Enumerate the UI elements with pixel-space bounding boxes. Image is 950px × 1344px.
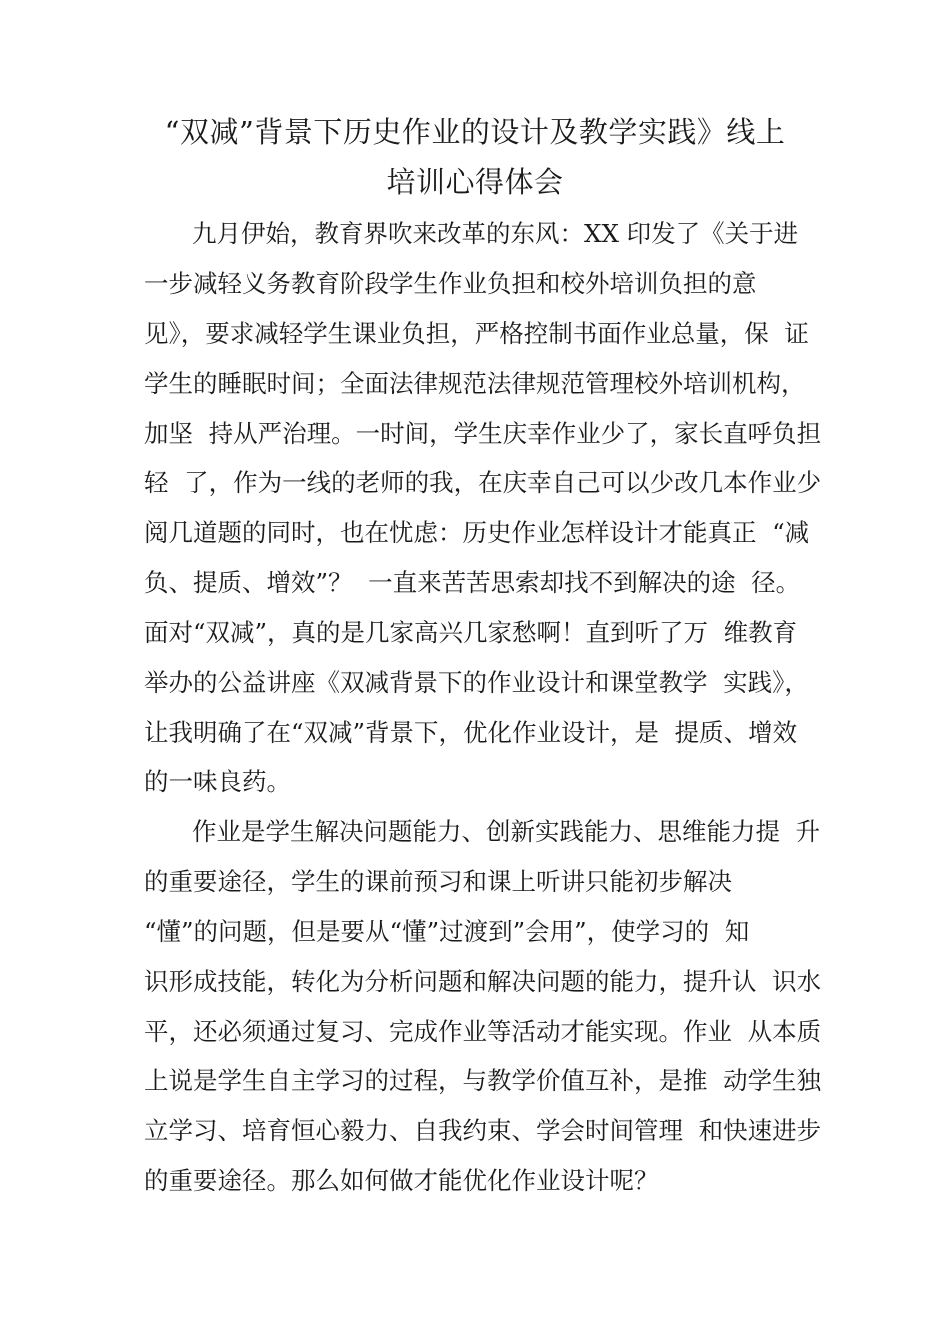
text-line: 学生的睡眠时间；全面法律规范法律规范管理校外培训机构，: [144, 369, 806, 398]
text-line: 立学习、培育恒心毅力、自我约束、学会时间管理 和快速进步: [144, 1116, 822, 1145]
text-line: 阅几道题的同时，也在忧虑：历史作业怎样设计才能真正 “减: [144, 518, 810, 547]
document-title-line-1: “双减”背景下历史作业的设计及教学实践》线上: [164, 115, 786, 149]
text-line: 的一味良药。: [144, 767, 291, 796]
text-line: 面对“双减”，真的是几家高兴几家愁啊！直到听了万 维教育: [144, 618, 798, 647]
text-line: 九月伊始，教育界吹来改革的东风：XX 印发了《关于进: [192, 219, 799, 248]
text-line: 加坚 持从严治理。一时间，学生庆幸作业少了，家长直呼负担: [144, 419, 822, 448]
text-line: 让我明确了在“双减”背景下，优化作业设计，是 提质、增效: [144, 718, 798, 747]
text-line: 轻 了，作为一线的老师的我，在庆幸自己可以少改几本作业少: [144, 468, 822, 497]
text-line: 识形成技能，转化为分析问题和解决问题的能力，提升认 识水: [144, 967, 822, 996]
text-line: 上说是学生自主学习的过程，与教学价值互补，是推 动学生独: [144, 1066, 822, 1095]
text-line: 负、提质、增效”？ 一直来苦苦思索却找不到解决的途 径。: [144, 568, 801, 597]
text-line: 平，还必须通过复习、完成作业等活动才能实现。作业 从本质: [144, 1017, 822, 1046]
text-line: 见》，要求减轻学生课业负担，严格控制书面作业总量，保 证: [144, 319, 809, 348]
document-title-line-2: 培训心得体会: [386, 165, 564, 199]
text-line: “懂”的问题，但是要从“懂”过渡到”会用”，使学习的 知: [144, 917, 750, 946]
text-line: 一步减轻义务教育阶段学生作业负担和校外培训负担的意: [144, 269, 757, 298]
text-line: 的重要途径。那么如何做才能优化作业设计呢？: [144, 1166, 659, 1195]
text-line: 的重要途径，学生的课前预习和课上听讲只能初步解决: [144, 867, 732, 896]
text-line: 作业是学生解决问题能力、创新实践能力、思维能力提 升: [192, 817, 821, 846]
text-line: 举办的公益讲座《双减背景下的作业设计和课堂教学 实践》，: [144, 668, 809, 697]
